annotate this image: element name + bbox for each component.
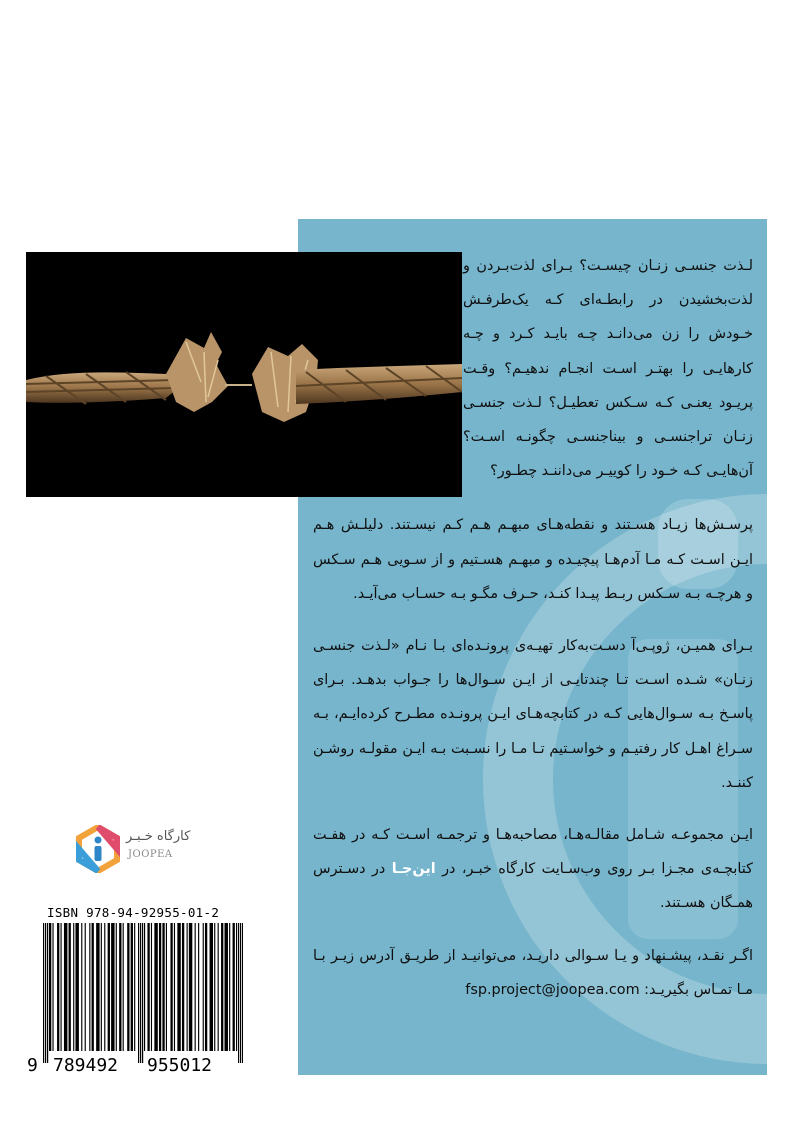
collection-text-start: ایـن مجموعـه شـامل مقالـه‌هـا، مصاحبه‌هـا و ترجمـه اسـت کـه در هفـت کتابچـه‌ی مجـزا بـر روی وب‌سـایت کارگاه خبـر، در [313,827,753,878]
logo-persian-text: کارگاه خـبـر [126,829,191,844]
barcode-digit-first: 9 [27,1055,38,1076]
paragraph-joopea-dossier: بـرای همیـن، ژوپـی‌آ دسـت‌به‌کار تهیـه‌ی پرونـده‌ای بـا نـام «لـذت جنسـی زنـان» شـده اسـت تـا چندتایـی از ایـن سـوال‌ها را جـواب بدهـد. بـرای پاسـخ بـه سـوال‌هایی کـه در کتابچه‌هـای ایـن پرونـده مطـرح کرده‌ایـم، بـه سـراغ اهـل کار رفتیـم و خواسـتیم تـا مـا را نسـبت بـه ایـن مقولـه روشـن کننـد. [313,638,753,791]
isbn-barcode [27,905,237,1080]
logo-latin-text: JOOPEA [128,849,173,860]
here-link[interactable]: این‌جـا [391,861,436,878]
info-hexagon-icon [74,825,122,873]
isbn-label: ISBN 978-94-92955-01-2 [47,905,220,920]
paragraph-intro-questions: لـذت جنسـی زنـان چیسـت؟ بـرای لذت‌بـردن و لذت‌بخشیدن در رابطـه‌ای کـه یک‌طرفـش خـودش را زن می‌دانـد چـه بایـد کـرد و چـه کارهایـی را بهتـر اسـت انجـام ندهیـم؟ وقـت پریـود یعنـی کـه سـکس تعطیـل؟ لـذت جنسـی زنـان تراجنسـی و بیناجنسـی چگونـه اسـت؟ آن‌هایـی کـه خـود را کوییـر می‌داننـد چطـور؟ [463,258,753,480]
paragraph-contact [313,939,753,1007]
barcode-digits-right: 955012 [147,1055,213,1076]
paragraph-many-questions: پرسـش‌ها زیـاد هسـتند و نقطه‌هـای مبهـم هـم کـم نیسـتند. دلیلـش هـم ایـن اسـت کـه مـا آدم‌هـا پیچیـده و مبهـم هسـتیم و از سـویی هـم سـکس و هرچـه بـه سـکس ربـط پیـدا کنـد، حـرف مگـو بـه حسـاب می‌آیـد. [313,517,753,602]
barcode-digits-left: 789492 [53,1055,119,1076]
contact-email[interactable]: fsp.project@joopea.com [465,981,640,998]
kargah-khabar-logo [74,825,204,873]
frayed-rope-photo [26,252,462,497]
collection-text-end: در دسـترس همـگان هسـتند. [313,861,753,912]
contact-text: اگـر نقـد، پیشـنهاد و یـا سـوالی داریـد، می‌توانیـد از طریـق آدرس زیـر بـا مـا تمـاس بگیریـد: [313,947,753,998]
paragraph-collection [313,818,753,921]
barcode-bars [43,923,243,1063]
